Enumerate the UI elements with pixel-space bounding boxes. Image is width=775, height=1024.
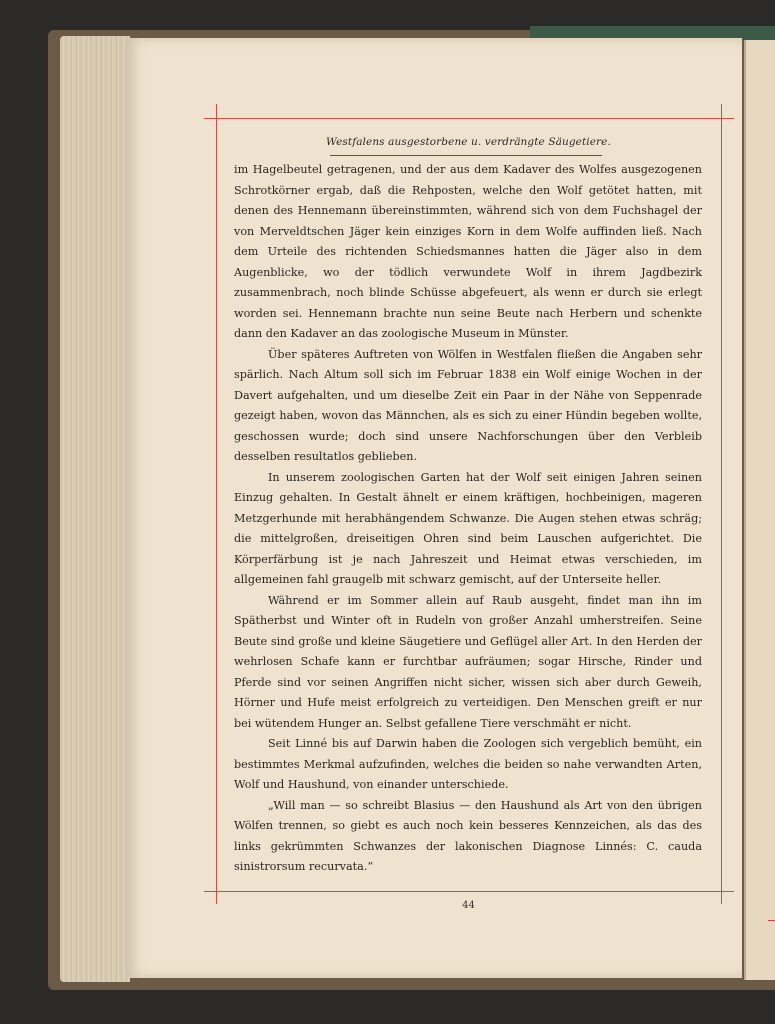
running-head-rule — [330, 155, 602, 156]
running-head: Westfalens ausgestorbene u. verdrängte Säugetiere. — [326, 136, 611, 148]
paragraph: Seit Linné bis auf Darwin haben die Zoologen sich vergeblich bemüht, ein bestimmtes Merkmal aufzufinden, welches die beiden so nahe verwandten Arten, Wolf und Haushund, von einander unterschiede. — [234, 737, 702, 791]
frame-rule-top — [204, 118, 734, 119]
paragraph: „Will man — so schreibt Blasius — den Haushund als Art von den übrigen Wölfen trennen, so giebt es auch noch kein besseres Kennzeichen, als das des links gekrümmten Schwanzes der lakonischen Diagnose Linnés: C. cauda sinistrorsum recurvata.“ — [234, 798, 702, 873]
paragraph: In unserem zoologischen Garten hat der Wolf seit einigen Jahren seinen Einzug gehalten. In Gestalt ähnelt er einem kräftigen, hochbeinigen, mageren Metzgerhunde mit herabhängendem Schwanze. Die Augen stehen etwas schräg; die mittelgroßen, dreiseitigen Ohren sind beim Lauschen aufgerichtet. Die Körperfärbung ist je nach Jahreszeit und Heimat etwas verschieden, im allgemeinen fahl graugelb mit schwarz gemischt, auf der Unterseite heller. — [234, 470, 702, 586]
frame-rule-bottom — [204, 891, 734, 892]
frame-rule-left — [216, 104, 217, 904]
paragraph: Über späteres Auftreten von Wölfen in Westfalen fließen die Angaben sehr spärlich. Nach Altum soll sich im Februar 1838 ein Wolf einige Wochen in der Davert aufgehalten, und um dieselbe Zeit ein Paar in der Nähe von Seppenrade gezeigt haben, wovon das Männchen, als es sich zu einer Hündin begeben wollte, geschossen wurde; doch sind unsere Nachforschungen über den Verbleib desselben resultatlos geblieben. — [234, 347, 702, 463]
facing-page-rule — [768, 920, 775, 921]
facing-page-edge — [744, 40, 775, 980]
paragraph: Während er im Sommer allein auf Raub ausgeht, findet man ihn im Spätherbst und Winter oft in Rudeln von großer Anzahl umherstreifen. Seine Beute sind große und kleine Säugetiere und Geflügel aller Art. In den Herden der wehrlosen Schafe kann er furchtbar aufräumen; sogar Hirsche, Rinder und Pferde sind vor seinen Angriffen nicht sicher, wissen sich aber durch Geweih, Hörner und Hufe meist erfolgreich zu verteidigen. Den Menschen greift er nur bei wütendem Hunger an. Selbst gefallene Tiere verschmäht er nicht. — [234, 593, 702, 730]
page-number: 44 — [462, 900, 475, 911]
body-text — [234, 160, 702, 880]
paragraph: im Hagelbeutel getragenen, und der aus dem Kadaver des Wolfes ausgezogenen Schrotkörner ergab, daß die Rehposten, welche den Wolf getötet hatten, mit denen des Hennemann übereinstimmten, während sich von dem Fuchshagel der von Merveldtschen Jäger kein einziges Korn in dem Wolfe auffinden ließ. Nach dem Urteile des richtenden Schiedsmannes hatten die Jäger also in dem Augenblicke, wo der tödlich verwundete Wolf in ihrem Jagdbezirk zusammenbrach, noch blinde Schüsse abgefeuert, als wenn er durch sie erlegt worden sei. Hennemann brachte nun seine Beute nach Herbern und schenkte dann den Kadaver an das zoologische Museum in Münster. — [234, 163, 702, 340]
page-edges — [60, 36, 130, 982]
frame-rule-right — [721, 104, 722, 904]
